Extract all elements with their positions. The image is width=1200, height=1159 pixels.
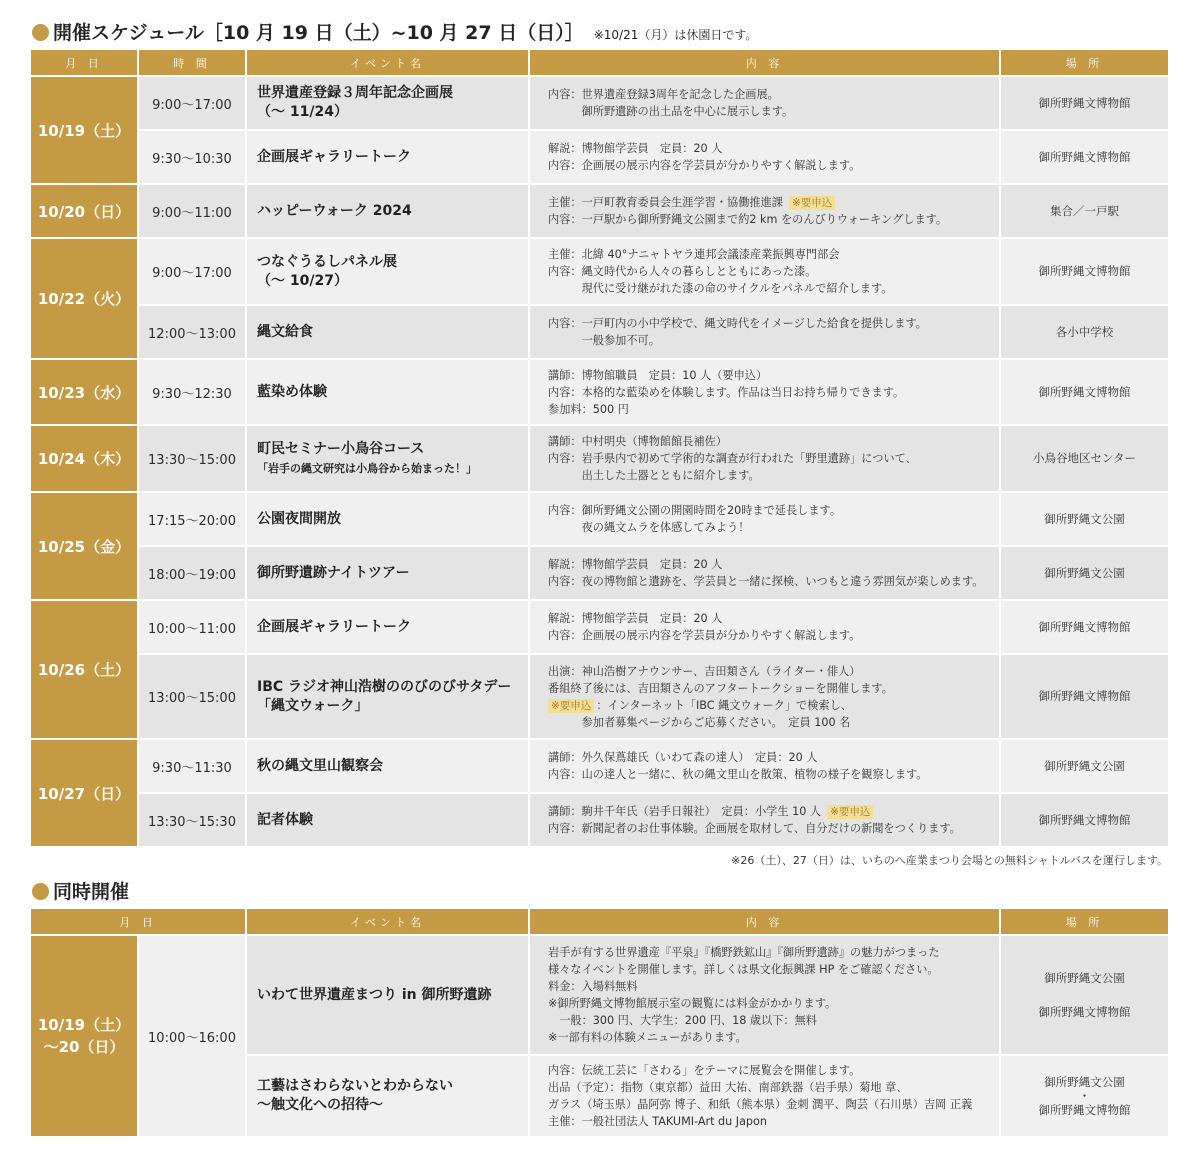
event-cell [246, 1055, 529, 1137]
content-cell: 内容：一戸町内の小中学校で、縄文時代をイメージした給食を提供します。 一般参加不可。 [529, 305, 1000, 359]
table-row [31, 546, 1169, 600]
date-cell: 10/19（土） [31, 76, 138, 184]
event-sub: 「岩手の縄文研究は小鳥谷から始まった！」 [257, 461, 477, 475]
event-cell [246, 238, 529, 305]
content-cell: 内容：御所野縄文公園の開園時間を20時まで延長します。 夜の縄文ムラを体感してみよう！ [529, 492, 1000, 546]
time-cell: 13:30〜15:00 [138, 425, 246, 492]
place-cell: 御所野縄文博物館 [1000, 238, 1169, 305]
table-row [31, 184, 1169, 238]
place-cell: 御所野縄文博物館 [1000, 76, 1169, 130]
place-name: 御所野縄文博物館 [1038, 1103, 1131, 1117]
place-cell: 各小中学校 [1000, 305, 1169, 359]
schedule-header-row [31, 50, 1169, 76]
time-cell: 9:30〜11:30 [138, 739, 246, 793]
table-row [31, 492, 1169, 546]
content-cell [529, 184, 1000, 238]
schedule-heading [32, 18, 757, 45]
table-row [31, 238, 1169, 305]
table-row [31, 793, 1169, 847]
content-line: 主催：一戸町教育委員会生涯学習・協働推進課 [548, 196, 783, 209]
registration-required-badge: ※要申込 [827, 805, 873, 819]
time-cell: 10:00〜16:00 [138, 935, 246, 1137]
event-name: IBC ラジオ神山浩樹ののびのびサタデー [257, 678, 512, 695]
content-cell: 講師：博物館職員 定員：10 人（要申込） 内容：本格的な藍染めを体験します。作品は当日お持ち帰りできます。 参加料：500 円 [529, 359, 1000, 425]
header-content: 内 容 [529, 909, 1000, 935]
registration-required-badge: ※要申込 [789, 196, 835, 210]
content-cell: 解説：博物館学芸員 定員：20 人 内容：企画展の展示内容を学芸員が分かりやすく解説します。 [529, 600, 1000, 654]
place-separator: ・ [1078, 1089, 1091, 1103]
event-sub: 「縄文ウォーク」 [257, 697, 369, 714]
place-name: 御所野縄文公園 [1044, 970, 1125, 985]
registration-required-badge: ※要申込 [548, 699, 594, 713]
bullet-dot-icon [32, 883, 49, 900]
content-cell: 解説：博物館学芸員 定員：20 人 内容：企画展の展示内容を学芸員が分かりやすく解説します。 [529, 130, 1000, 184]
bullet-dot-icon [32, 24, 49, 41]
content-line: 参加者募集ページからご応募ください。 定員 100 名 [548, 715, 851, 729]
event-name: 町民セミナー小鳥谷コース [257, 440, 425, 457]
event-cell: 記者体験 [246, 793, 529, 847]
content-cell: 岩手が有する世界遺産『平泉』『橋野鉄鉱山』『御所野遺跡』の魅力がつまった 様々なイベントを開催します。詳しくは県文化振興課 HP をご確認ください。 料金：入場料無料 ※御所野縄文博物館展示室の観覧には料金がかかります。 一般：300 円、大学生：200 円、18 歳以下：無料 ※一部有料の体験メニューがあります。 [529, 935, 1000, 1055]
table-row [31, 130, 1169, 184]
event-name: 世界遺産登録３周年記念企画展 [257, 85, 453, 101]
schedule-table [31, 50, 1170, 848]
table-row [31, 935, 1169, 1055]
header-date: 月 日 [31, 50, 138, 76]
date-cell: 10/25（金） [31, 492, 138, 600]
place-cell: 御所野縄文公園 [1000, 546, 1169, 600]
content-cell: 主催：北緯 40°ナニャトヤラ連邦会議漆産業振興専門部会 内容：縄文時代から人々の暮らしとともにあった漆。 現代に受け継がれた漆の命のサイクルをパネルで紹介します。 [529, 238, 1000, 305]
place-cell: 集合／一戸駅 [1000, 184, 1169, 238]
table-row [31, 739, 1169, 793]
schedule-title: 開催スケジュール［10 月 19 日（土）~10 月 27 日（日）］ [53, 22, 584, 44]
header-place: 場 所 [1000, 50, 1169, 76]
event-cell: 公園夜間開放 [246, 492, 529, 546]
table-row [31, 305, 1169, 359]
time-cell: 9:00〜11:00 [138, 184, 246, 238]
date-cell: 10/27（日） [31, 739, 138, 847]
event-cell [246, 654, 529, 739]
header-event: イベント名 [246, 50, 529, 76]
date-cell: 10/26（土） [31, 600, 138, 739]
place-cell: 御所野縄文公園 [1000, 739, 1169, 793]
event-cell: ハッピーウォーク 2024 [246, 184, 529, 238]
content-cell [529, 793, 1000, 847]
event-sub: （〜 10/27） [257, 272, 348, 289]
time-cell: 12:00〜13:00 [138, 305, 246, 359]
time-cell: 18:00〜19:00 [138, 546, 246, 600]
event-name: 工藝はさわらないとわからない [257, 1078, 453, 1094]
content-line: 番組終了後には、吉田類さんのアフタートークショーを開催します。 [548, 681, 893, 695]
time-cell: 10:00〜11:00 [138, 600, 246, 654]
time-cell: 9:30〜12:30 [138, 359, 246, 425]
header-time: 時 間 [138, 50, 246, 76]
concurrent-table [31, 909, 1170, 1138]
time-cell: 17:15〜20:00 [138, 492, 246, 546]
table-row [31, 654, 1169, 739]
concurrent-header-row [31, 909, 1169, 935]
event-cell: 企画展ギャラリートーク [246, 130, 529, 184]
content-line: 出演：神山浩樹アナウンサー、吉田類さん（ライター・俳人） [548, 664, 861, 678]
concurrent-heading [32, 877, 129, 904]
event-cell [246, 76, 529, 130]
event-cell: 秋の縄文里山観察会 [246, 739, 529, 793]
place-name: 御所野縄文博物館 [1038, 1004, 1131, 1019]
time-cell: 13:30〜15:30 [138, 793, 246, 847]
place-cell: 御所野縄文博物館 [1000, 793, 1169, 847]
place-cell: 御所野縄文博物館 [1000, 130, 1169, 184]
date-cell: 10/20（日） [31, 184, 138, 238]
date-cell: 10/24（木） [31, 425, 138, 492]
date-cell: 10/22（火） [31, 238, 138, 359]
date-cell: 10/23（水） [31, 359, 138, 425]
place-cell [1000, 935, 1169, 1055]
place-cell: 御所野縄文博物館 [1000, 600, 1169, 654]
table-row [31, 359, 1169, 425]
concurrent-title: 同時開催 [53, 881, 130, 903]
table-row [31, 600, 1169, 654]
event-cell: 縄文給食 [246, 305, 529, 359]
content-line: 内容：一戸駅から御所野縄文公園まで約2 km をのんびりウォーキングします。 [548, 213, 948, 226]
event-cell: 藍染め体験 [246, 359, 529, 425]
event-cell [246, 425, 529, 492]
place-name: 御所野縄文公園 [1044, 1075, 1125, 1089]
shuttle-bus-footnote: ※26（土）、27（日）は、いちのへ産業まつり会場との無料シャトルバスを運行します。 [731, 854, 1168, 867]
table-row [31, 76, 1169, 130]
content-cell [529, 654, 1000, 739]
event-sub: 〜触文化への招待〜 [257, 1097, 383, 1113]
header-content: 内 容 [529, 50, 1000, 76]
content-line: 内容：新聞記者のお仕事体験。企画展を取材して、自分だけの新聞をつくります。 [548, 822, 961, 835]
place-cell: 御所野縄文博物館 [1000, 359, 1169, 425]
closed-day-note: ※10/21（月）は休園日です。 [593, 28, 758, 42]
header-event: イベント名 [246, 909, 529, 935]
content-line: 講師：駒井千年氏（岩手日報社） 定員：小学生 10 人 [548, 805, 822, 818]
content-cell: 内容：世界遺産登録3周年を記念した企画展。 御所野遺跡の出土品を中心に展示します。 [529, 76, 1000, 130]
time-cell: 9:30〜10:30 [138, 130, 246, 184]
event-cell: 御所野遺跡ナイトツアー [246, 546, 529, 600]
time-cell: 9:00〜17:00 [138, 76, 246, 130]
header-place: 場 所 [1000, 909, 1169, 935]
content-cell: 内容：伝統工芸に「さわる」をテーマに展覧会を開催します。 出品（予定）：指物（東京都）益田 大祐、南部鉄器（岩手県）菊地 章、 ガラス（埼玉県）晶阿弥 博子、和紙（熊本県）金刺 潤平、陶芸（石川県）吉岡 正義 主催：一般社団法人 TAKUMI-Art du Japon [529, 1055, 1000, 1137]
date-cell: 10/19（土） 〜20（日） [31, 935, 138, 1137]
event-name: つなぐうるしパネル展 [257, 253, 397, 270]
content-cell: 講師：外久保蔦雄氏（いわて森の達人） 定員：20 人 内容：山の達人と一緒に、秋の縄文里山を散策、植物の様子を観察します。 [529, 739, 1000, 793]
content-cell: 講師：中村明央（博物館館長補佐） 内容：岩手県内で初めて学術的な調査が行われた「野里遺跡」について、 出土した土器とともに紹介します。 [529, 425, 1000, 492]
event-cell: いわて世界遺産まつり in 御所野遺跡 [246, 935, 529, 1055]
time-cell: 9:00〜17:00 [138, 238, 246, 305]
header-date: 月 日 [31, 909, 246, 935]
place-cell: 小鳥谷地区センター [1000, 425, 1169, 492]
table-row [31, 425, 1169, 492]
place-cell: 御所野縄文公園 [1000, 492, 1169, 546]
place-cell: 御所野縄文博物館 [1000, 654, 1169, 739]
event-cell: 企画展ギャラリートーク [246, 600, 529, 654]
event-sub: （〜 11/24） [257, 104, 348, 120]
place-cell [1000, 1055, 1169, 1137]
time-cell: 13:00〜15:00 [138, 654, 246, 739]
content-cell: 解説：博物館学芸員 定員：20 人 内容：夜の博物館と遺跡を、学芸員と一緒に探検、いつもと違う雰囲気が楽しめます。 [529, 546, 1000, 600]
content-line: ：インターネット「IBC 縄文ウォーク」で検索し、 [596, 698, 852, 712]
